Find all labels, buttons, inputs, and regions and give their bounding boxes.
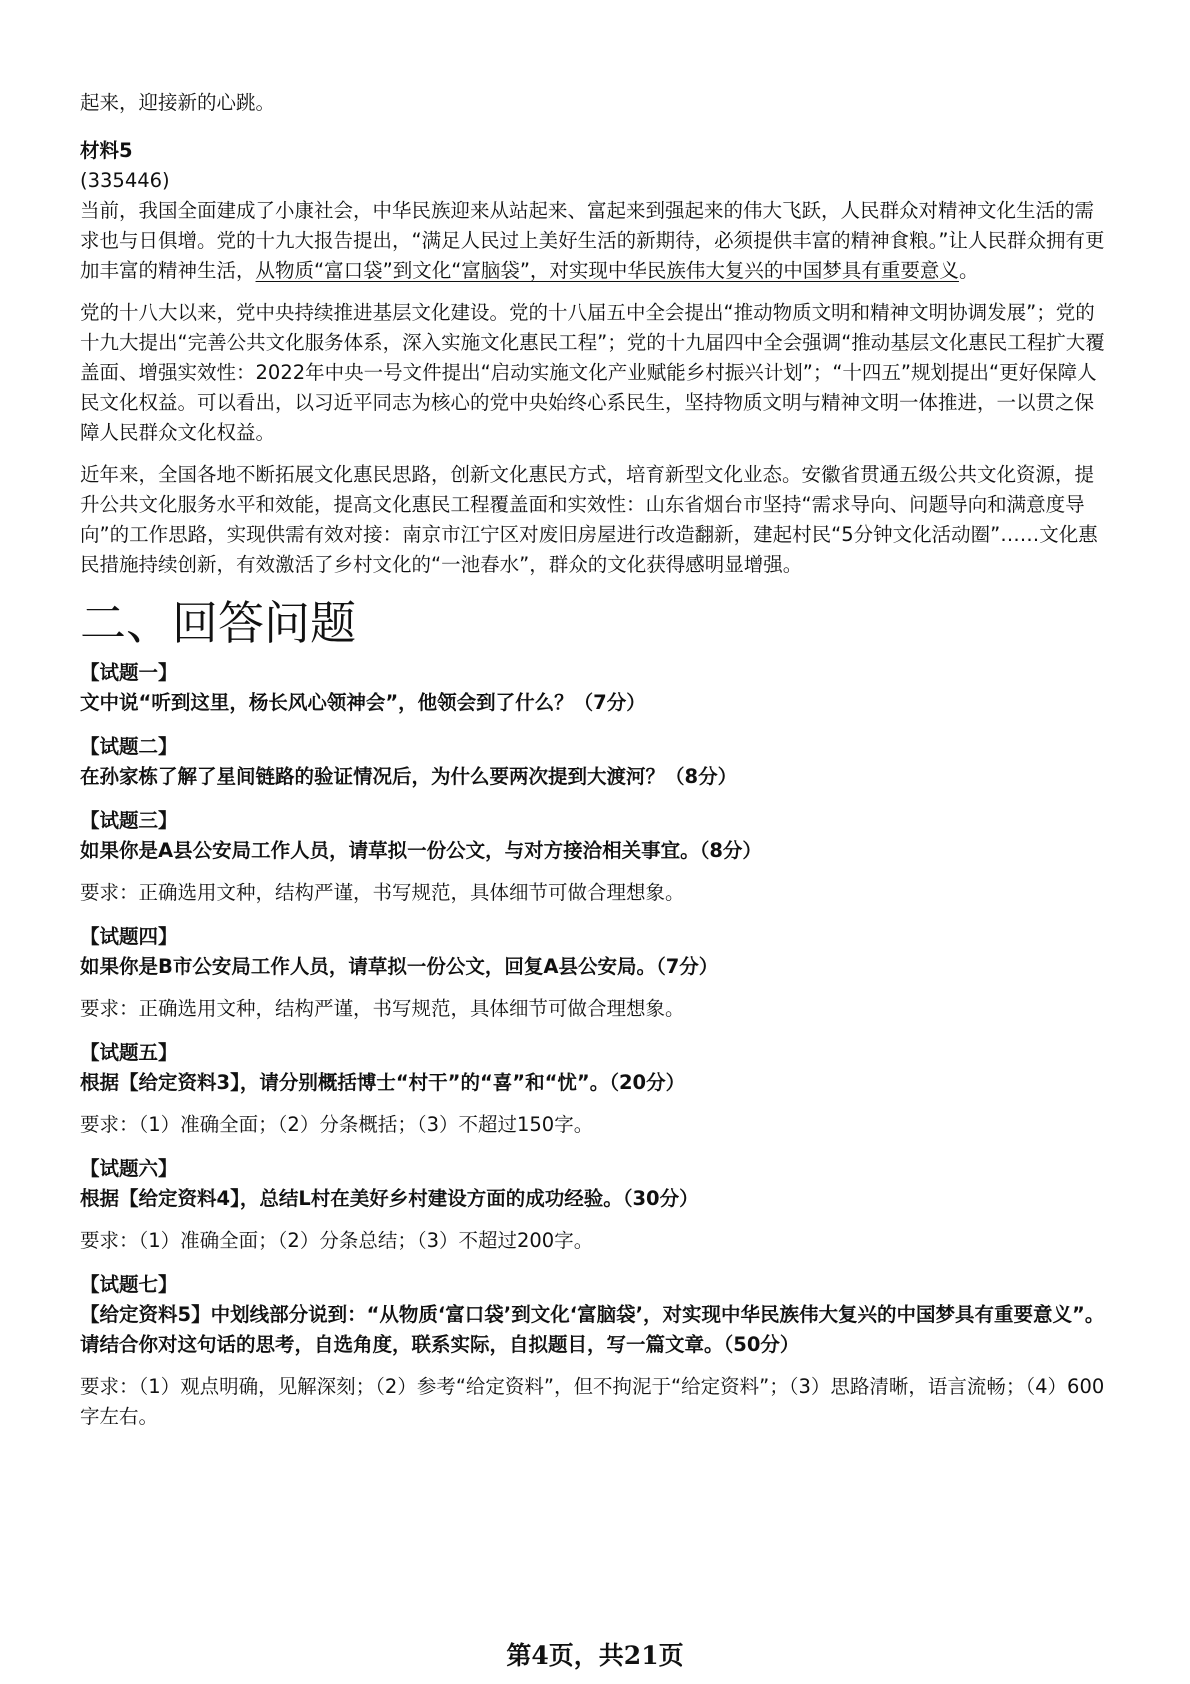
section-title: 二、回答问题	[80, 596, 356, 650]
question-tag: 【试题二】	[80, 735, 178, 758]
question-3	[80, 806, 1112, 908]
question-text: 文中说“听到这里，杨长风心领神会”，他领会到了什么？（7分）	[80, 691, 646, 714]
question-tag: 【试题一】	[80, 661, 178, 684]
question-text: 如果你是B市公安局工作人员，请草拟一份公文，回复A县公安局。（7分）	[80, 955, 719, 978]
question-requirement: 要求：（1）准确全面；（2）分条概括；（3）不超过150字。	[80, 1113, 594, 1136]
question-requirement: 要求：（1）观点明确，见解深刻；（2）参考“给定资料”，但不拘泥于“给定资料”；（3）思路清晰，语言流畅；（4）600字左右。	[80, 1375, 1105, 1428]
question-7	[80, 1270, 1112, 1432]
question-requirement: 要求：正确选用文种，结构严谨，书写规范，具体细节可做合理想象。	[80, 997, 685, 1020]
material-title: 材料5	[80, 139, 133, 162]
lead-text: 起来，迎接新的心跳。	[80, 91, 276, 114]
question-tag: 【试题三】	[80, 809, 178, 832]
page-footer: 第4页，共21页	[506, 1641, 684, 1670]
material-code: (335446)	[80, 169, 170, 192]
material-paragraph-3: 近年来，全国各地不断拓展文化惠民思路，创新文化惠民方式，培育新型文化业态。安徽省贯通五级公共文化资源，提升公共文化服务水平和效能，提高文化惠民工程覆盖面和实效性：山东省烟台市坚持“需求导向、问题导向和满意度导向”的工作思路，实现供需有效对接：南京市江宁区对废旧房屋进行改造翻新，建起村民“5分钟文化活动圈”……文化惠民措施持续创新，有效激活了乡村文化的“一池春水”，群众的文化获得感明显增强。	[80, 463, 1098, 576]
material-5	[80, 136, 1112, 580]
question-text: 【给定资料5】中划线部分说到：“从物质‘富口袋’到文化‘富脑袋’，对实现中华民族伟大复兴的中国梦具有重要意义”。请结合你对这句话的思考，自选角度，联系实际，自拟题目，写一篇文章。（50分）	[80, 1303, 1105, 1356]
question-text: 如果你是A县公安局工作人员，请草拟一份公文，与对方接洽相关事宜。（8分）	[80, 839, 762, 862]
question-2	[80, 732, 1112, 792]
paragraph-1-end: 。	[958, 259, 979, 282]
question-requirement: 要求：（1）准确全面；（2）分条总结；（3）不超过200字。	[80, 1229, 594, 1252]
question-tag: 【试题六】	[80, 1157, 178, 1180]
question-tag: 【试题五】	[80, 1041, 178, 1064]
question-text: 根据【给定资料4】，总结L村在美好乡村建设方面的成功经验。（30分）	[80, 1187, 699, 1210]
question-1	[80, 658, 1112, 718]
question-tag: 【试题四】	[80, 925, 178, 948]
material-paragraph-1	[80, 196, 1112, 286]
question-tag: 【试题七】	[80, 1273, 178, 1296]
question-6	[80, 1154, 1112, 1256]
underlined-sentence: 从物质“富口袋”到文化“富脑袋”，对实现中华民族伟大复兴的中国梦具有重要意义	[255, 259, 959, 282]
question-5	[80, 1038, 1112, 1140]
page-content	[80, 88, 1112, 1446]
question-4	[80, 922, 1112, 1024]
material-paragraph-2: 党的十八大以来，党中央持续推进基层文化建设。党的十八届五中全会提出“推动物质文明和精神文明协调发展”；党的十九大提出“完善公共文化服务体系，深入实施文化惠民工程”；党的十九届四中全会强调“推动基层文化惠民工程扩大覆盖面、增强实效性：2022年中央一号文件提出“启动实施文化产业赋能乡村振兴计划”；“十四五”规划提出“更好保障人民文化权益。可以看出，以习近平同志为核心的党中央始终心系民生，坚持物质文明与精神文明一体推进，一以贯之保障人民群众文化权益。	[80, 301, 1105, 444]
paragraph-1-text: 当前，我国全面建成了小康社会，中华民族迎来从站起来、富起来到强起来的伟大飞跃，人民群众对精神文化生活的需求也与日俱增。党的十九大报告提出，“满足人民过上美好生活的新期待，必须提供丰富的精神食粮。”让人民群众拥有更加丰富的精神生活，	[80, 199, 1105, 282]
question-list	[80, 658, 1112, 1432]
question-text: 根据【给定资料3】，请分别概括博士“村干”的“喜”和“忧”。（20分）	[80, 1071, 686, 1094]
question-requirement: 要求：正确选用文种，结构严谨，书写规范，具体细节可做合理想象。	[80, 881, 685, 904]
question-text: 在孙家栋了解了星间链路的验证情况后，为什么要两次提到大渡河？（8分）	[80, 765, 738, 788]
